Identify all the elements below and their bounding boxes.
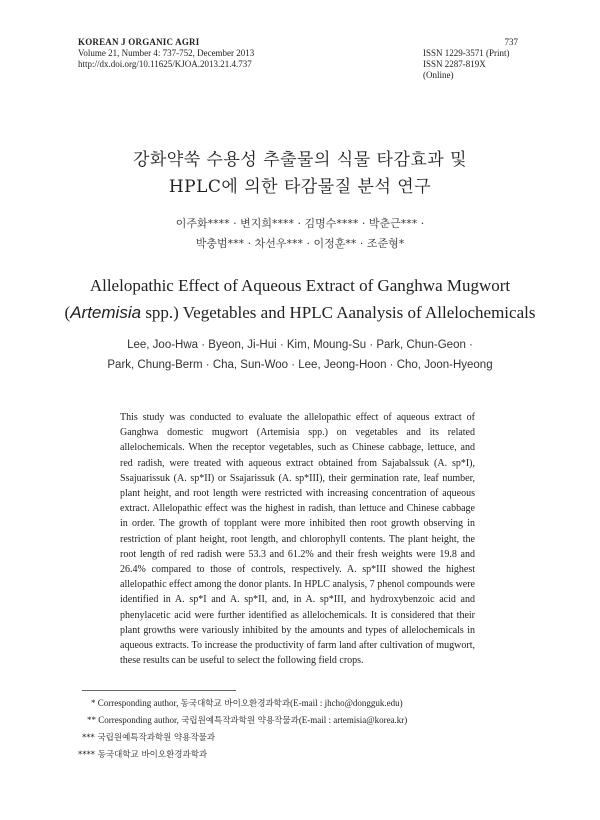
english-authors-line2: Park, Chung-Berm · Cha, Sun-Woo · Lee, Jeong-Hoon · Cho, Joon-Hyeong xyxy=(107,359,493,371)
korean-authors xyxy=(0,214,600,254)
title-paren: ( xyxy=(64,303,71,322)
journal-name: KOREAN J ORGANIC AGRI xyxy=(78,37,200,47)
korean-authors-line1: 이주화**** · 변지희**** · 김명수**** · 박춘근*** · xyxy=(175,217,425,230)
title-rest: spp.) Vegetables and HPLC Aanalysis of Allelochemicals xyxy=(141,303,536,322)
footnote-1-email: (E-mail : jhcho@dongguk.edu) xyxy=(290,698,403,708)
footnote-3 xyxy=(78,732,538,744)
footnote-divider xyxy=(82,690,236,691)
doi-link[interactable]: http://dx.doi.org/10.11625/KJOA.2013.21.4.737 xyxy=(78,59,252,69)
journal-header xyxy=(78,37,518,80)
korean-title xyxy=(0,147,600,201)
footnote-4-text: **** 동국대학교 바이오환경과학과 xyxy=(78,750,208,760)
footnote-1-affiliation: 동국대학교 바이오환경과학과 xyxy=(180,699,291,709)
footnote-3-text: *** 국립원예특작과학원 약용작물과 xyxy=(82,733,216,743)
page-number: 737 xyxy=(504,37,518,47)
title-genus: Artemisia xyxy=(70,303,142,322)
issn-print: ISSN 1229-3571 (Print) xyxy=(423,48,510,58)
korean-title-line2: HPLC에 의한 타감물질 분석 연구 xyxy=(168,177,432,197)
footnote-2 xyxy=(78,715,538,727)
english-title-line1: Allelopathic Effect of Aqueous Extract of Ganghwa Mugwort xyxy=(89,276,511,295)
footnote-1 xyxy=(78,698,538,710)
issn-online: ISSN 2287-819X (Online) xyxy=(423,59,486,80)
issn-block xyxy=(423,48,518,81)
english-title xyxy=(0,272,600,326)
english-authors xyxy=(0,335,600,375)
footnote-1-mark: * Corresponding author, xyxy=(91,698,179,708)
footnote-2-mark: ** Corresponding author, xyxy=(87,715,179,725)
korean-title-line1: 강화약쑥 수용성 추출물의 식물 타감효과 및 xyxy=(132,150,468,170)
english-title-line2 xyxy=(0,299,600,326)
footnote-4 xyxy=(78,749,538,761)
english-authors-line1: Lee, Joo-Hwa · Byeon, Ji-Hui · Kim, Moung-Su · Park, Chun-Geon · xyxy=(127,339,473,351)
abstract-text: This study was conducted to evaluate the allelopathic effect of aqueous extract of Ganghwa domestic mugwort (Artemisia spp.) on vegetables and its related allelochemicals. When the receptor vegetables, such as Chinese cabbage, lettuce, and red radish, were treated with aqueous extract obtained from Sajabalssuk (A. sp*I), Ssajuarissuk (A. sp*II) or Ssajarissuk (A. sp*III), their germination rate, leaf number, plant height, and root length were restricted with increasing concentration of aqueous extract. Allelopathic effect was the highest in radish, than lettuce and Chinese cabbage in order. The growth of topplant were more inhibited then root growth observing in restriction of plant height, root length, and chlorophyll contents. The plant height, the root length of red radish were 53.3 and 61.2% and their fresh weights were 19.8 and 26.4% compared to those of controls, respectively. A. sp*III showed the highest allelopathic effect among the donor plants. In HPLC analysis, 7 phenol compounds were identified in A. sp*I and A. sp*II, and, in A. sp*III, and hydroxybenzoic acid and phenylacetic acid were further identified as allelochemicals. It is considered that their plant growths were variously inhibited by the amounts and types of allelochemicals in aqueous extracts. To increase the productivity of farm land after cultivation of mugwort, these results can be useful to select the following field crops. xyxy=(120,412,475,667)
footnote-2-affiliation: 국립원예특작과학원 약용작물과 xyxy=(181,716,299,726)
korean-authors-line2: 박충범*** · 차선우*** · 이정훈** · 조준형* xyxy=(195,237,405,250)
footnote-2-email: (E-mail : artemisia@korea.kr) xyxy=(298,715,408,725)
volume-info: Volume 21, Number 4: 737-752, December 2013 xyxy=(78,48,255,58)
